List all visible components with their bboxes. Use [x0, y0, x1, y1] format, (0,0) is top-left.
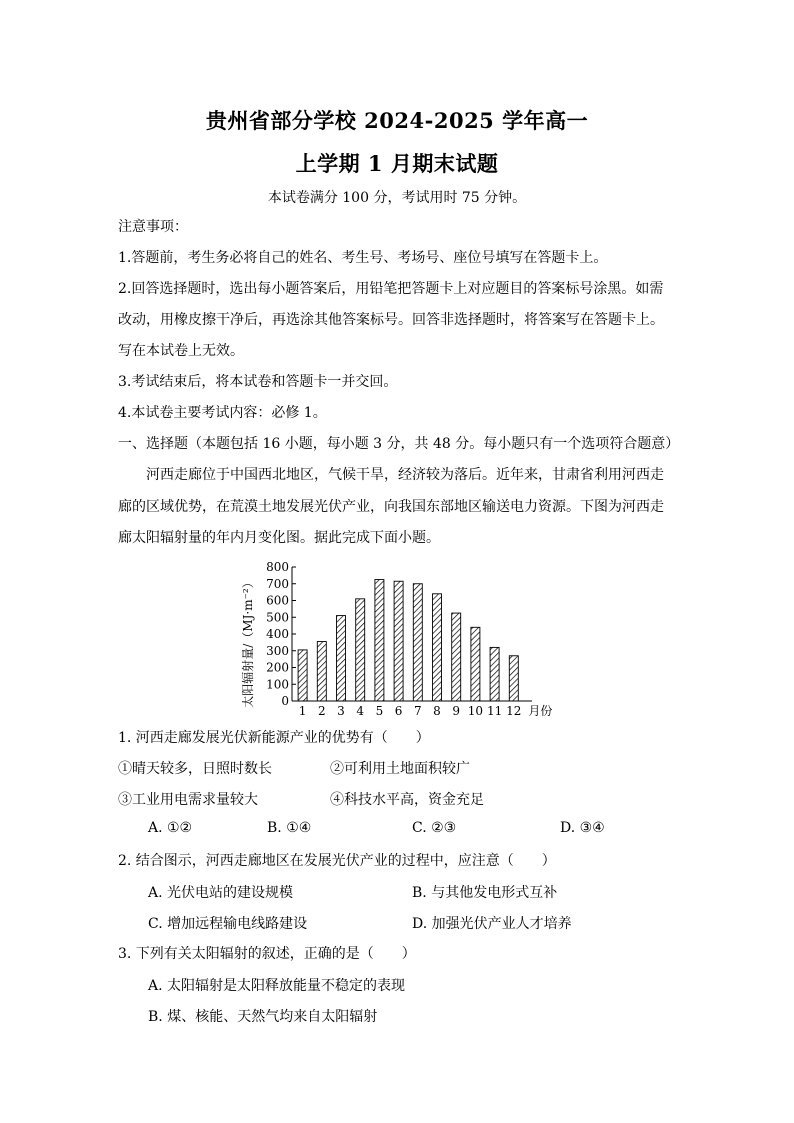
bar-month-3	[337, 616, 346, 701]
q1-statement-2: ②可利用土地面积较广	[330, 761, 470, 777]
q1-statement-4: ④科技水平高，资金充足	[330, 792, 484, 808]
bar-month-7	[413, 584, 422, 701]
q1-option-c[interactable]: C. ②③	[412, 820, 457, 836]
page-title-line2: 上学期 1 月期末试题	[295, 151, 499, 176]
bar-month-12	[509, 656, 518, 701]
q1-option-a[interactable]: A. ①②	[148, 820, 193, 836]
bar-month-6	[394, 581, 403, 701]
passage-line-1: 河西走廊位于中国西北地区，气候干旱，经济较为落后。近年来，甘肃省利用河西走	[146, 467, 664, 483]
passage-line-3: 廊太阳辐射量的年内月变化图。据此完成下面小题。	[118, 530, 440, 546]
exam-subtitle: 本试卷满分 100 分，考试用时 75 分钟。	[267, 190, 527, 206]
question-2-stem: 2. 结合图示，河西走廊地区在发展光伏产业的过程中，应注意（ ）	[118, 853, 556, 869]
bar-month-9	[452, 613, 461, 701]
q2-option-d[interactable]: D. 加强光伏产业人才培养	[412, 916, 572, 932]
solar-radiation-chart	[240, 560, 560, 725]
q1-statement-3: ③工业用电需求量较大	[118, 792, 258, 808]
x-tick-label: 8	[433, 704, 441, 718]
y-tick-label: 800	[266, 560, 289, 574]
x-tick-label: 4	[356, 704, 365, 718]
passage-line-2: 廊的区域优势，在荒漠土地发展光伏产业，向我国东部地区输送电力资源。下图为河西走	[118, 499, 664, 515]
y-tick-label: 200	[266, 660, 289, 675]
y-axis-label: 太阳辐射量/（MJ·m⁻²）	[241, 576, 255, 708]
x-tick-label: 10	[467, 704, 484, 718]
page-title-line1: 贵州省部分学校 2024-2025 学年高一	[205, 108, 589, 133]
y-tick-label: 600	[266, 593, 289, 608]
q1-option-b[interactable]: B. ①④	[267, 820, 312, 836]
x-tick-label: 5	[375, 704, 384, 718]
q1-statement-1: ①晴天较多，日照时数长	[118, 761, 272, 777]
q2-option-c[interactable]: C. 增加远程输电线路建设	[148, 916, 308, 932]
q1-option-d[interactable]: D. ③④	[560, 820, 605, 836]
x-tick-label: 11	[486, 704, 503, 718]
x-axis-label: 月份	[528, 704, 553, 718]
x-tick-label: 6	[394, 704, 403, 718]
y-tick-label: 500	[266, 610, 289, 625]
y-tick-label: 700	[266, 576, 289, 591]
x-tick-label: 7	[413, 704, 422, 718]
question-3-stem: 3. 下列有关太阳辐射的叙述，正确的是（ ）	[118, 946, 416, 962]
bar-month-5	[375, 580, 384, 701]
notice-item-3: 3.考试结束后，将本试卷和答题卡一并交回。	[118, 374, 398, 390]
bar-month-1	[298, 650, 307, 701]
q3-option-b[interactable]: B. 煤、核能、天然气均来自太阳辐射	[148, 1009, 378, 1025]
section-heading: 一、选择题（本题包括 16 小题，每小题 3 分，共 48 分。每小题只有一个选项符合题意）	[118, 436, 680, 452]
notice-item-2: 2.回答选择题时，选出每小题答案后，用铅笔把答题卡上对应题目的答案标号涂黑。如需	[118, 281, 664, 297]
notice-heading: 注意事项：	[118, 219, 188, 235]
q3-option-a[interactable]: A. 太阳辐射是太阳释放能量不稳定的表现	[148, 978, 406, 994]
q2-option-b[interactable]: B. 与其他发电形式互补	[412, 885, 558, 901]
x-tick-label: 9	[452, 704, 461, 718]
x-tick-label: 1	[298, 704, 307, 718]
notice-item-4: 4.本试卷主要考试内容：必修 1。	[118, 405, 327, 421]
x-tick-label: 2	[317, 704, 326, 718]
question-1-stem: 1. 河西走廊发展光伏新能源产业的优势有（ ）	[118, 730, 430, 746]
notice-item-2-cont: 改动，用橡皮擦干净后，再选涂其他答案标号。回答非选择题时，将答案写在答题卡上。	[118, 312, 664, 328]
bar-month-2	[317, 642, 326, 701]
bar-month-11	[490, 647, 499, 701]
x-tick-label: 3	[337, 704, 345, 718]
y-tick-label: 400	[266, 627, 289, 641]
bar-month-4	[356, 599, 365, 701]
y-tick-label: 0	[281, 694, 289, 708]
q2-option-a[interactable]: A. 光伏电站的建设规模	[148, 885, 294, 901]
x-tick-label: 12	[506, 704, 522, 718]
bar-month-10	[471, 627, 480, 701]
bar-month-8	[433, 594, 442, 701]
y-tick-label: 300	[266, 643, 289, 658]
notice-item-1: 1.答题前，考生务必将自己的姓名、考生号、考场号、座位号填写在答题卡上。	[118, 250, 608, 266]
y-tick-label: 100	[266, 677, 289, 692]
notice-item-2-end: 写在本试卷上无效。	[118, 343, 244, 359]
